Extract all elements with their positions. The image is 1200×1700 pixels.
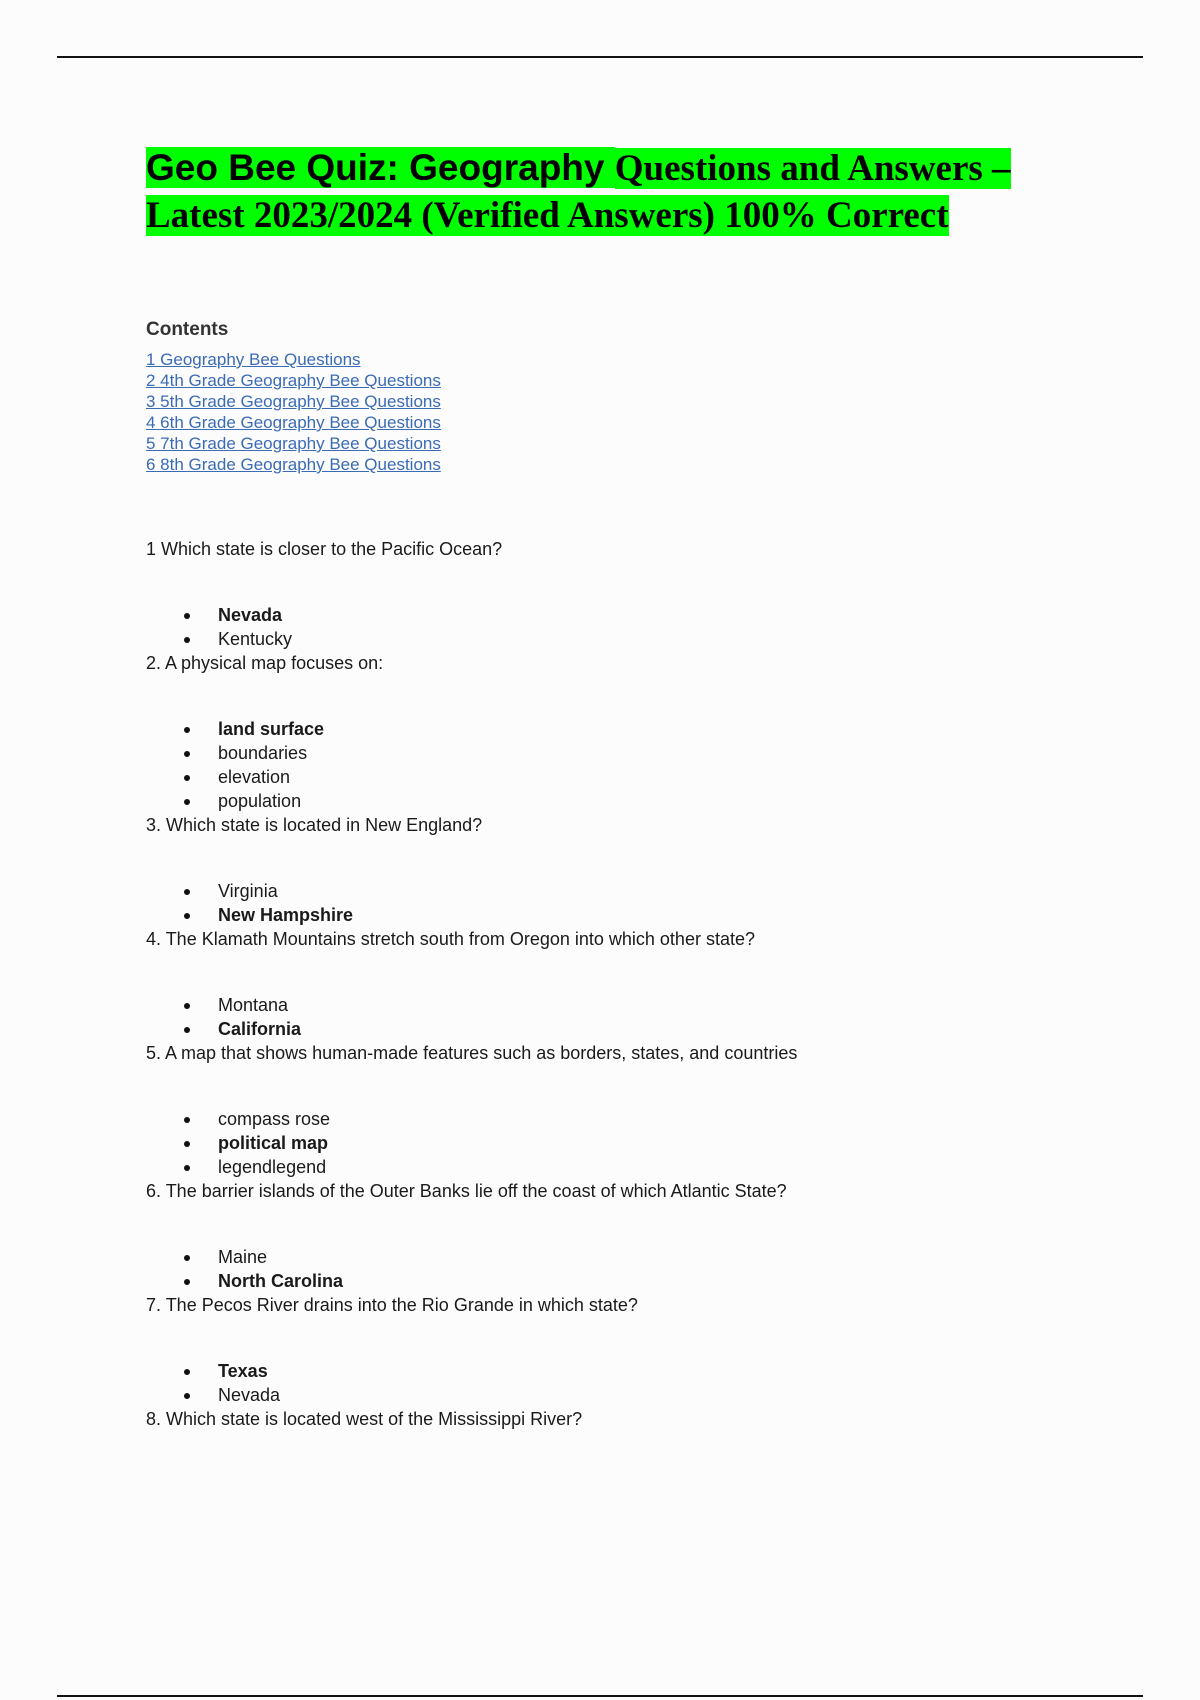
toc-link-3[interactable]: 3 5th Grade Geography Bee Questions: [146, 392, 441, 411]
answer-option: legendlegend: [218, 1155, 1086, 1179]
answer-option: Kentucky: [218, 627, 1086, 651]
answer-option: Virginia: [218, 879, 1086, 903]
document-title: [146, 145, 1086, 239]
answer-option: elevation: [218, 765, 1086, 789]
toc-list: [146, 349, 1086, 475]
header-rule: [57, 56, 1143, 58]
table-of-contents: [146, 319, 1086, 475]
correct-answer-option: New Hampshire: [218, 903, 1086, 927]
answer-option: boundaries: [218, 741, 1086, 765]
correct-answer-option: land surface: [218, 717, 1086, 741]
toc-item: [146, 454, 1086, 475]
question-text: 8. Which state is located west of the Mississippi River?: [146, 1409, 583, 1429]
answer-option: population: [218, 789, 1086, 813]
answer-option: Nevada: [218, 1383, 1086, 1407]
answer-options: [146, 879, 1086, 927]
correct-answer-option: Nevada: [218, 603, 1086, 627]
question-text: 7. The Pecos River drains into the Rio Grande in which state?: [146, 1295, 638, 1315]
answer-options: [146, 1107, 1086, 1179]
question-text: 4. The Klamath Mountains stretch south from Oregon into which other state?: [146, 929, 755, 949]
question-text: 2. A physical map focuses on:: [146, 653, 384, 673]
toc-link-2[interactable]: 2 4th Grade Geography Bee Questions: [146, 371, 441, 390]
toc-link-6[interactable]: 6 8th Grade Geography Bee Questions: [146, 455, 441, 474]
title-highlight-part1: Geo Bee Quiz: Geography: [146, 147, 615, 188]
answer-option: compass rose: [218, 1107, 1086, 1131]
question-text: 6. The barrier islands of the Outer Banks lie off the coast of which Atlantic State?: [146, 1181, 787, 1201]
answer-options: [146, 603, 1086, 651]
toc-link-1[interactable]: 1 Geography Bee Questions: [146, 350, 361, 369]
toc-item: [146, 412, 1086, 433]
question-text: 3. Which state is located in New England?: [146, 815, 483, 835]
answer-options: [146, 1359, 1086, 1407]
contents-heading: Contents: [146, 319, 229, 340]
toc-item: [146, 391, 1086, 412]
toc-link-4[interactable]: 4 6th Grade Geography Bee Questions: [146, 413, 441, 432]
document-page: [146, 145, 1086, 1431]
toc-item: [146, 370, 1086, 391]
answer-options: [146, 1245, 1086, 1293]
title-highlight-part2: Questions and Answers – Latest 2023/2024 (Verified Answers) 100% Correct: [146, 148, 1011, 236]
footer-rule: [57, 1695, 1143, 1697]
question-text: 1 Which state is closer to the Pacific Ocean?: [146, 539, 503, 559]
answer-option: Maine: [218, 1245, 1086, 1269]
correct-answer-option: Texas: [218, 1359, 1086, 1383]
correct-answer-option: political map: [218, 1131, 1086, 1155]
answer-options: [146, 717, 1086, 813]
question-list: [146, 537, 1086, 1431]
answer-options: [146, 993, 1086, 1041]
question-text: 5. A map that shows human-made features such as borders, states, and countries: [146, 1043, 798, 1063]
toc-item: [146, 349, 1086, 370]
answer-option: Montana: [218, 993, 1086, 1017]
correct-answer-option: California: [218, 1017, 1086, 1041]
correct-answer-option: North Carolina: [218, 1269, 1086, 1293]
toc-item: [146, 433, 1086, 454]
toc-link-5[interactable]: 5 7th Grade Geography Bee Questions: [146, 434, 441, 453]
